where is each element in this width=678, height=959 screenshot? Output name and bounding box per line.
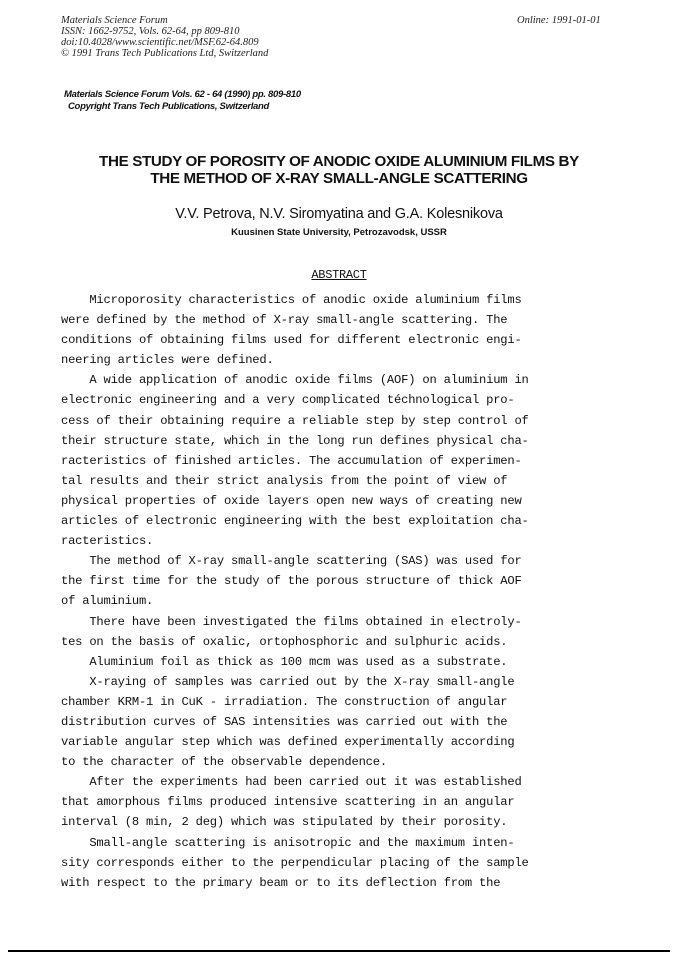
meta-line-doi: doi:10.4028/www.scientific.net/MSF.62-64.809 bbox=[61, 37, 259, 48]
online-date: Online: 1991-01-01 bbox=[517, 15, 601, 26]
body-text-line: to the character of the observable dependence. bbox=[61, 755, 387, 770]
authors: V.V. Petrova, N.V. Siromyatina and G.A. Kolesnikova bbox=[175, 206, 503, 222]
publication-metadata bbox=[61, 15, 268, 59]
body-text-line: After the experiments had been carried out it was established bbox=[61, 775, 522, 790]
journal-reference bbox=[64, 89, 301, 113]
body-text-line: racteristics of finished articles. The accumulation of experimen- bbox=[61, 453, 522, 468]
body-text-line: racteristics. bbox=[61, 534, 154, 549]
meta-line-issn: ISSN: 1662-9752, Vols. 62-64, pp 809-810 bbox=[61, 26, 240, 37]
body-text-line: There have been investigated the films obtained in electroly- bbox=[61, 614, 522, 629]
meta-line-journal: Materials Science Forum bbox=[61, 15, 168, 26]
body-text-line: Aluminium foil as thick as 100 mcm was used as a substrate. bbox=[61, 654, 508, 669]
copyright-line: Copyright Trans Tech Publications, Switzerland bbox=[68, 101, 270, 112]
abstract-heading: ABSTRACT bbox=[311, 268, 367, 282]
body-text-line: Microporosity characteristics of anodic oxide aluminium films bbox=[61, 293, 522, 307]
body-text-line: that amorphous films produced intensive scattering in an angular bbox=[61, 795, 515, 810]
body-text-line: their structure state, which in the long run defines physical cha- bbox=[61, 433, 529, 448]
body-text-line: electronic engineering and a very complicated téchnological pro- bbox=[61, 393, 515, 408]
body-text-line: X-raying of samples was carried out by the X-ray small-angle bbox=[61, 674, 515, 689]
journal-reference-line: Materials Science Forum Vols. 62 - 64 (1990) pp. 809-810 bbox=[64, 89, 301, 100]
meta-line-copyright: © 1991 Trans Tech Publications Ltd, Switzerland bbox=[61, 48, 269, 59]
body-text-line: conditions of obtaining films used for different electronic engi- bbox=[61, 333, 522, 348]
body-text bbox=[61, 290, 606, 893]
body-text-line: A wide application of anodic oxide films (AOF) on aluminium in bbox=[61, 373, 529, 388]
body-text-line: tes on the basis of oxalic, ortophosphoric and sulphuric acids. bbox=[61, 634, 508, 649]
affiliation: Kuusinen State University, Petrozavodsk, USSR bbox=[231, 227, 447, 238]
body-text-line: the first time for the study of the porous structure of thick AOF bbox=[61, 574, 522, 589]
body-text-line: with respect to the primary beam or to its deflection from the bbox=[61, 875, 501, 890]
body-text-line: The method of X-ray small-angle scattering (SAS) was used for bbox=[61, 554, 522, 569]
paper-title-line-1: THE STUDY OF POROSITY OF ANODIC OXIDE ALUMINIUM FILMS BY bbox=[99, 153, 579, 170]
body-text-line: variable angular step which was defined experimentally according bbox=[61, 735, 515, 750]
body-text-line: articles of electronic engineering with the best exploitation cha- bbox=[61, 514, 529, 529]
paper-title-line-2: THE METHOD OF X-RAY SMALL-ANGLE SCATTERING bbox=[150, 170, 528, 187]
body-text-line: of aluminium. bbox=[61, 594, 154, 609]
body-text-line: tal results and their strict analysis from the point of view of bbox=[61, 473, 508, 488]
body-text-line: Small-angle scattering is anisotropic and the maximum inten- bbox=[61, 835, 515, 850]
body-text-line: interval (8 min, 2 deg) which was stipulated by their porosity. bbox=[61, 815, 508, 830]
paper-title bbox=[52, 153, 626, 187]
body-text-line: physical properties of oxide layers open new ways of creating new bbox=[61, 493, 522, 508]
body-text-line: neering articles were defined. bbox=[61, 353, 274, 368]
body-text-line: were defined by the method of X-ray small-angle scattering. The bbox=[61, 313, 508, 328]
body-text-line: sity corresponds either to the perpendicular placing of the sample bbox=[61, 855, 529, 870]
body-text-line: chamber KRM-1 in CuK - irradiation. The construction of angular bbox=[61, 694, 508, 709]
body-text-line: cess of their obtaining require a reliable step by step control of bbox=[61, 413, 529, 428]
body-text-line: distribution curves of SAS intensities was carried out with the bbox=[61, 714, 508, 729]
footer-rule bbox=[8, 950, 670, 952]
